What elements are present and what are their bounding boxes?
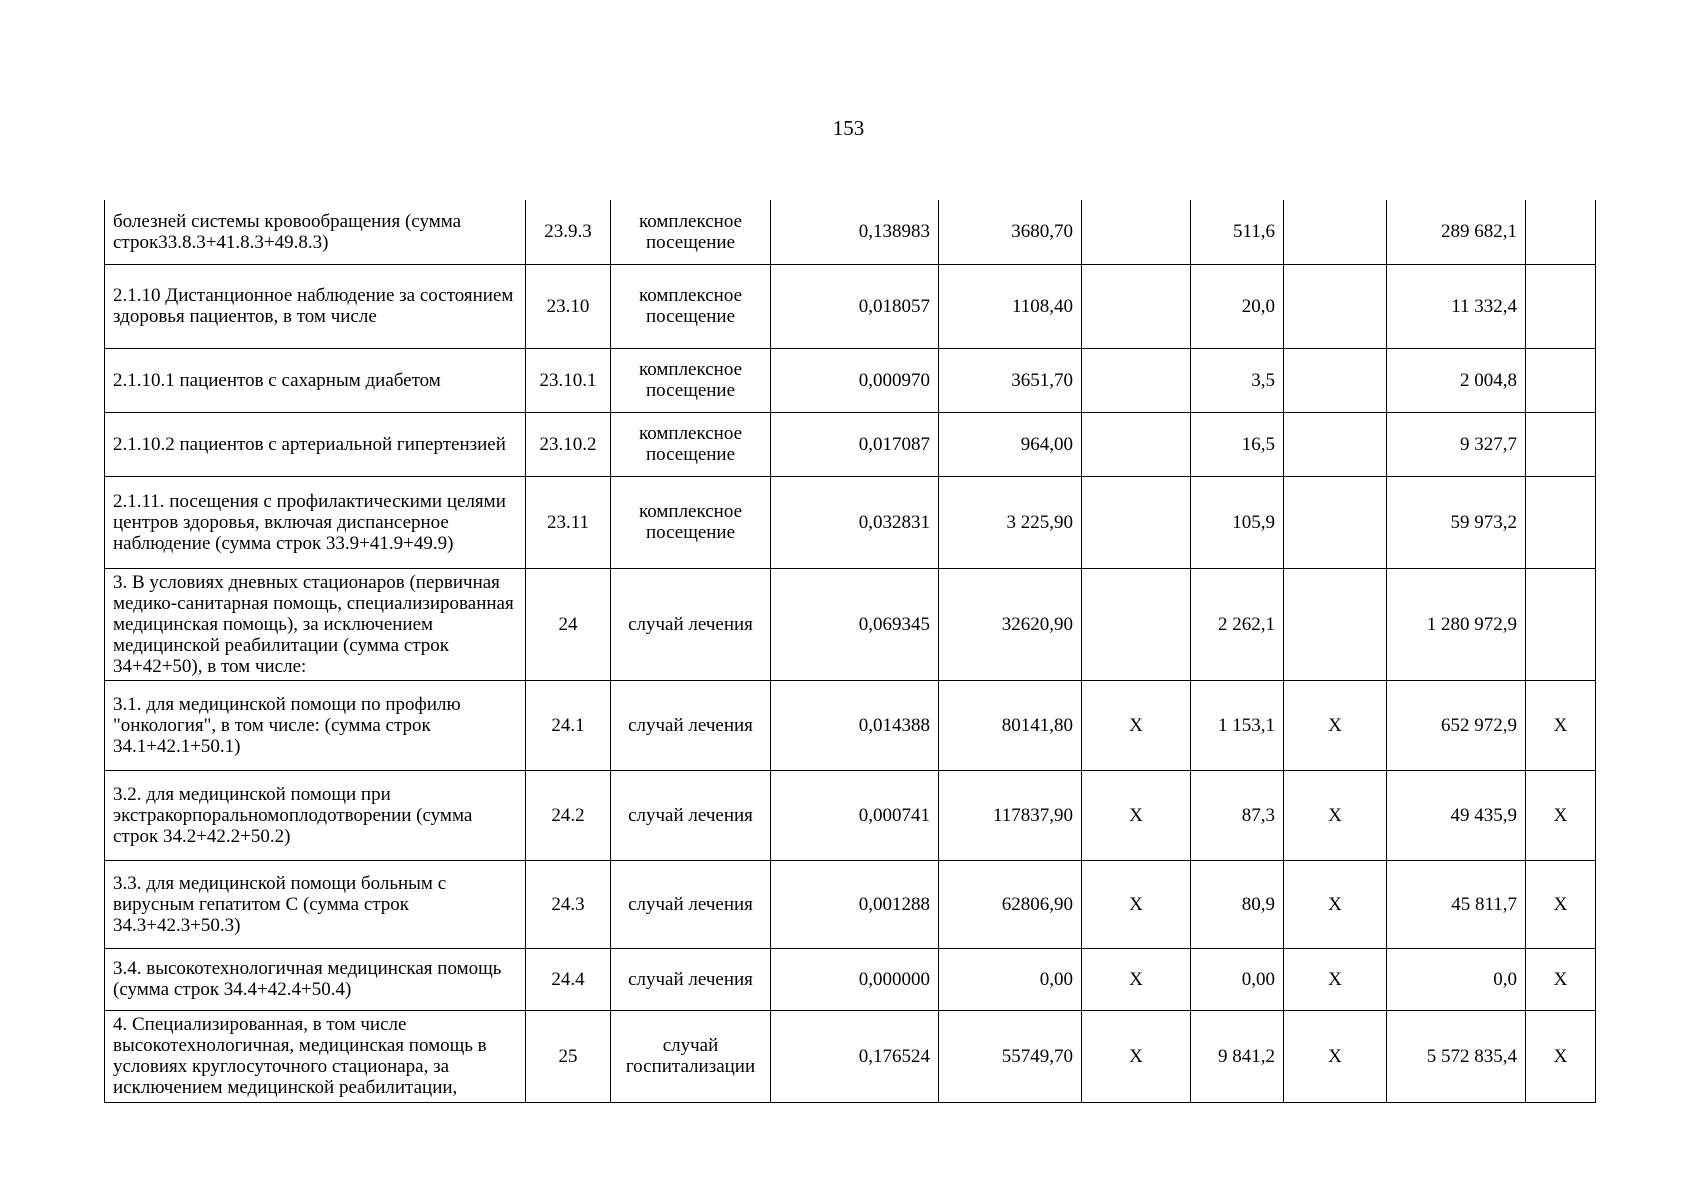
row-unit-cell: комплексное посещение <box>611 476 771 568</box>
row-name-cell: 2.1.10.1 пациентов с сахарным диабетом <box>105 348 526 412</box>
row-x-mark-cell <box>1526 200 1596 264</box>
row-code-cell: 23.11 <box>526 476 611 568</box>
row-unit-cell: случай лечения <box>611 680 771 770</box>
row-x-mark-cell <box>1526 412 1596 476</box>
row-volume-cell: 2 262,1 <box>1191 568 1284 680</box>
row-norm-cell: 0,017087 <box>771 412 939 476</box>
row-x-mark-cell: Х <box>1284 680 1387 770</box>
row-x-mark-cell: Х <box>1082 680 1191 770</box>
row-name-cell: 2.1.10 Дистанционное наблюдение за состоянием здоровья пациентов, в том числе <box>105 264 526 348</box>
row-norm-cell: 0,000970 <box>771 348 939 412</box>
row-amount-cell: 289 682,1 <box>1387 200 1526 264</box>
row-x-mark-cell: Х <box>1082 770 1191 860</box>
table-row <box>105 264 1596 348</box>
row-x-mark-cell <box>1526 476 1596 568</box>
row-x-mark-cell <box>1526 568 1596 680</box>
row-norm-cell: 0,138983 <box>771 200 939 264</box>
row-x-mark-cell <box>1284 476 1387 568</box>
row-code-cell: 23.10 <box>526 264 611 348</box>
row-amount-cell: 2 004,8 <box>1387 348 1526 412</box>
row-name-cell: болезней системы кровообращения (сумма строк33.8.3+41.8.3+49.8.3) <box>105 200 526 264</box>
row-amount-cell: 45 811,7 <box>1387 860 1526 948</box>
row-volume-cell: 80,9 <box>1191 860 1284 948</box>
row-volume-cell: 105,9 <box>1191 476 1284 568</box>
row-code-cell: 25 <box>526 1010 611 1102</box>
row-x-mark-cell: Х <box>1526 860 1596 948</box>
row-amount-cell: 5 572 835,4 <box>1387 1010 1526 1102</box>
row-x-mark-cell <box>1082 476 1191 568</box>
row-cost-cell: 80141,80 <box>939 680 1082 770</box>
table-row <box>105 412 1596 476</box>
row-cost-cell: 964,00 <box>939 412 1082 476</box>
row-unit-cell: случай лечения <box>611 860 771 948</box>
row-x-mark-cell <box>1284 348 1387 412</box>
table-row <box>105 860 1596 948</box>
row-x-mark-cell: Х <box>1284 948 1387 1010</box>
row-amount-cell: 11 332,4 <box>1387 264 1526 348</box>
row-cost-cell: 0,00 <box>939 948 1082 1010</box>
table-row <box>105 348 1596 412</box>
row-volume-cell: 16,5 <box>1191 412 1284 476</box>
table-row <box>105 770 1596 860</box>
row-x-mark-cell: Х <box>1526 948 1596 1010</box>
table-row <box>105 568 1596 680</box>
row-amount-cell: 652 972,9 <box>1387 680 1526 770</box>
row-cost-cell: 3680,70 <box>939 200 1082 264</box>
row-x-mark-cell <box>1526 264 1596 348</box>
row-code-cell: 24.4 <box>526 948 611 1010</box>
row-x-mark-cell <box>1284 412 1387 476</box>
row-unit-cell: случай госпитализации <box>611 1010 771 1102</box>
row-unit-cell: случай лечения <box>611 948 771 1010</box>
row-code-cell: 24.3 <box>526 860 611 948</box>
row-norm-cell: 0,176524 <box>771 1010 939 1102</box>
row-unit-cell: случай лечения <box>611 770 771 860</box>
row-x-mark-cell: Х <box>1526 1010 1596 1102</box>
row-x-mark-cell: Х <box>1284 1010 1387 1102</box>
row-volume-cell: 0,00 <box>1191 948 1284 1010</box>
row-norm-cell: 0,018057 <box>771 264 939 348</box>
row-amount-cell: 59 973,2 <box>1387 476 1526 568</box>
row-cost-cell: 62806,90 <box>939 860 1082 948</box>
row-code-cell: 24.1 <box>526 680 611 770</box>
row-name-cell: 2.1.10.2 пациентов с артериальной гипертензией <box>105 412 526 476</box>
row-amount-cell: 0,0 <box>1387 948 1526 1010</box>
row-norm-cell: 0,001288 <box>771 860 939 948</box>
table-row <box>105 948 1596 1010</box>
page-number: 153 <box>832 116 865 140</box>
row-cost-cell: 55749,70 <box>939 1010 1082 1102</box>
row-x-mark-cell <box>1082 264 1191 348</box>
row-cost-cell: 1108,40 <box>939 264 1082 348</box>
row-volume-cell: 3,5 <box>1191 348 1284 412</box>
table-row <box>105 680 1596 770</box>
row-unit-cell: комплексное посещение <box>611 348 771 412</box>
row-x-mark-cell <box>1082 200 1191 264</box>
row-x-mark-cell <box>1526 348 1596 412</box>
row-name-cell: 4. Специализированная, в том числе высокотехнологичная, медицинская помощь в условиях круглосуточного стационара, за исключением медицинской реабилитации, <box>105 1010 526 1102</box>
row-x-mark-cell: Х <box>1284 770 1387 860</box>
row-cost-cell: 3 225,90 <box>939 476 1082 568</box>
row-amount-cell: 9 327,7 <box>1387 412 1526 476</box>
row-norm-cell: 0,069345 <box>771 568 939 680</box>
row-norm-cell: 0,032831 <box>771 476 939 568</box>
row-x-mark-cell: Х <box>1526 680 1596 770</box>
row-x-mark-cell: Х <box>1082 860 1191 948</box>
data-table <box>104 200 1596 1103</box>
row-amount-cell: 1 280 972,9 <box>1387 568 1526 680</box>
row-x-mark-cell <box>1284 264 1387 348</box>
row-volume-cell: 1 153,1 <box>1191 680 1284 770</box>
row-cost-cell: 32620,90 <box>939 568 1082 680</box>
row-name-cell: 3. В условиях дневных стационаров (первичная медико-санитарная помощь, специализированная медицинская помощь), за исключением медицинской реабилитации (сумма строк 34+42+50), в том числе: <box>105 568 526 680</box>
row-code-cell: 23.10.2 <box>526 412 611 476</box>
row-cost-cell: 3651,70 <box>939 348 1082 412</box>
row-name-cell: 3.2. для медицинской помощи при экстракорпоральномоплодотворении (сумма строк 34.2+42.2+50.2) <box>105 770 526 860</box>
row-unit-cell: комплексное посещение <box>611 200 771 264</box>
row-x-mark-cell: Х <box>1082 948 1191 1010</box>
row-name-cell: 3.1. для медицинской помощи по профилю "онкология", в том числе: (сумма строк 34.1+42.1+50.1) <box>105 680 526 770</box>
row-amount-cell: 49 435,9 <box>1387 770 1526 860</box>
row-norm-cell: 0,000741 <box>771 770 939 860</box>
row-unit-cell: комплексное посещение <box>611 412 771 476</box>
row-x-mark-cell <box>1284 200 1387 264</box>
row-code-cell: 24.2 <box>526 770 611 860</box>
row-x-mark-cell: Х <box>1082 1010 1191 1102</box>
row-volume-cell: 20,0 <box>1191 264 1284 348</box>
table-row <box>105 200 1596 264</box>
row-cost-cell: 117837,90 <box>939 770 1082 860</box>
row-name-cell: 2.1.11. посещения с профилактическими целями центров здоровья, включая диспансерное наблюдение (сумма строк 33.9+41.9+49.9) <box>105 476 526 568</box>
table-row <box>105 476 1596 568</box>
row-x-mark-cell <box>1082 412 1191 476</box>
row-code-cell: 23.10.1 <box>526 348 611 412</box>
table-row <box>105 1010 1596 1102</box>
row-name-cell: 3.3. для медицинской помощи больным с вирусным гепатитом С (сумма строк 34.3+42.3+50.3) <box>105 860 526 948</box>
row-name-cell: 3.4. высокотехнологичная медицинская помощь (сумма строк 34.4+42.4+50.4) <box>105 948 526 1010</box>
row-x-mark-cell <box>1082 348 1191 412</box>
row-unit-cell: комплексное посещение <box>611 264 771 348</box>
row-norm-cell: 0,014388 <box>771 680 939 770</box>
row-volume-cell: 87,3 <box>1191 770 1284 860</box>
row-x-mark-cell: Х <box>1284 860 1387 948</box>
row-x-mark-cell <box>1082 568 1191 680</box>
row-volume-cell: 511,6 <box>1191 200 1284 264</box>
row-code-cell: 23.9.3 <box>526 200 611 264</box>
row-volume-cell: 9 841,2 <box>1191 1010 1284 1102</box>
row-unit-cell: случай лечения <box>611 568 771 680</box>
row-code-cell: 24 <box>526 568 611 680</box>
row-norm-cell: 0,000000 <box>771 948 939 1010</box>
row-x-mark-cell <box>1284 568 1387 680</box>
row-x-mark-cell: Х <box>1526 770 1596 860</box>
